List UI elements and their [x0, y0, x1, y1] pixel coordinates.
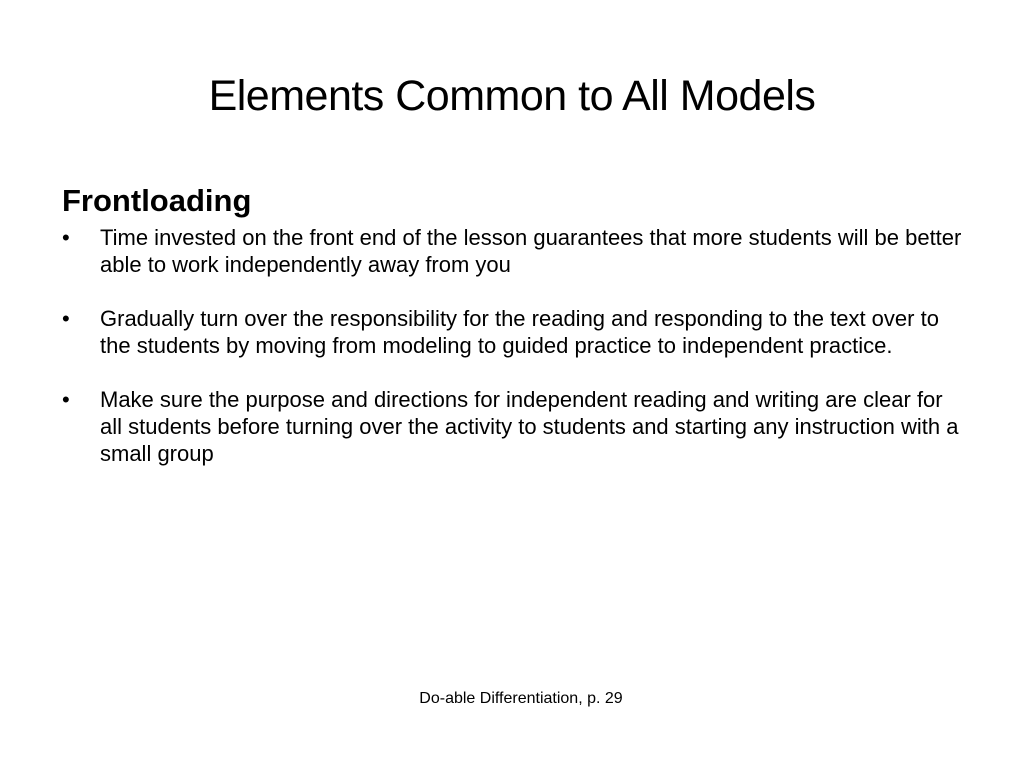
bullet-text: Make sure the purpose and directions for independent reading and writing are clear for all students before turning over the activity to students and starting any instruction with a small group [100, 387, 959, 466]
bullet-item [62, 386, 962, 467]
bullet-icon: • [62, 387, 70, 412]
bullet-icon: • [62, 306, 70, 331]
source-citation: Do-able Differentiation, p. 29 [419, 690, 623, 707]
bullet-list [62, 224, 962, 467]
bullet-text: Time invested on the front end of the lesson guarantees that more students will be better able to work independently away from you [100, 225, 962, 277]
bullet-item [62, 305, 962, 359]
slide-body [62, 180, 962, 494]
bullet-icon: • [62, 225, 70, 250]
bullet-text: Gradually turn over the responsibility for the reading and responding to the text over to the students by moving from modeling to guided practice to independent practice. [100, 306, 939, 358]
slide-title: Elements Common to All Models [208, 72, 816, 120]
section-heading: Frontloading [62, 183, 252, 218]
bullet-item [62, 224, 962, 278]
